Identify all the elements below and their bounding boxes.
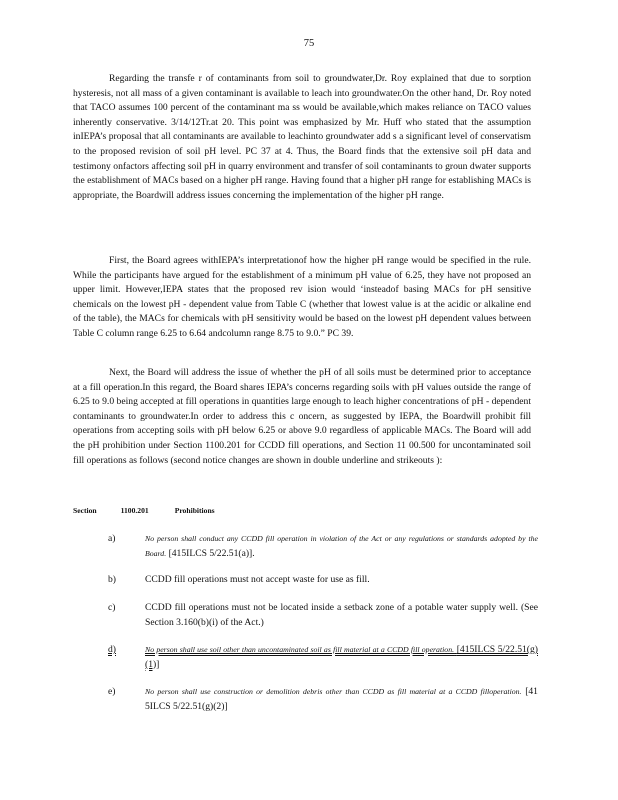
item-statute-text: No person shall use soil other than uncontaminated soil as fill material at a CCDD fill operation. [145, 645, 455, 654]
paragraph-ph-range-specification: First, the Board agrees withIEPA’s interpretationof how the higher pH range would be specified in the rule. While the participants have argued for the establishment of a minimum pH value of 6.25, they have not proposed an upper limit. However,IEPA states that the proposed rev ision would ‘insteadof basing MACs for pH sensitive chemicals on the lowest pH - dependent value from Table C (whether that lowest value is at the acidic or alkaline end of the table), the MACs for chemicals with pH sensitivity would be based on the lowest pH dependent values between Table C column range 6.25 to 6.64 andcolumn range 8.75 to 9.0.” PC 39. [73, 255, 531, 339]
list-item-a [108, 532, 538, 561]
item-statute-text: No person shall use construction or demolition debris other than CCDD as fill material at a CCDD filloperation. [145, 687, 522, 696]
item-label: a) [108, 533, 116, 544]
item-label: b) [108, 574, 116, 585]
section-label: Section [73, 506, 97, 515]
item-statute-text: No person shall conduct any CCDD fill operation in violation of the Act or any regulations or standards adopted by the Board. [145, 534, 538, 558]
item-citation: [415ILCS 5/22.51(g)(1)] [145, 644, 538, 670]
list-item-c [108, 601, 538, 630]
paragraph-taco-conservatism: Regarding the transfe r of contaminants from soil to groundwater,Dr. Roy explained that due to sorption hysteresis, not all mass of a given contaminant is available to leach into groundwater.On the other hand, Dr. Roy noted that TACO assumes 100 percent of the contaminant ma ss would be available,which makes reliance on TACO values inherently conservative. 3/14/12Tr.at 20. This point was emphasized by Mr. Huff who stated that the assumption inIEPA’s proposal that all contaminants are available to leachinto groundwater add s a significant level of conservatism to the proposed revision of soil pH level. PC 37 at 4. Thus, the Board finds that the extensive soil pH data and testimony onfactors affecting soil pH in quarry environment and transfer of soil contaminants to groun dwater supports the establishment of MACs based on a higher pH range. Having found that a higher pH range for establishing MACs is appropriate, the Boardwill address issues concerning the implementation of the higher pH range. [73, 73, 531, 201]
list-item-d [108, 643, 538, 672]
item-text: CCDD fill operations must not accept waste for use as fill. [145, 574, 370, 585]
list-item-e [108, 685, 538, 714]
item-text: CCDD fill operations must not be located inside a setback zone of a potable water supply well. (See Section 3.160(b)(i) of the Act.) [145, 602, 538, 628]
section-title: Prohibitions [174, 506, 215, 515]
page-number: 75 [303, 38, 315, 49]
item-label: d) [108, 644, 116, 655]
paragraph-ph-prohibition: Next, the Board will address the issue of whether the pH of all soils must be determined prior to acceptance at a fill operation.In this regard, the Board shares IEPA’s concerns regarding soils with pH values outside the range of 6.25 to 9.0 being accepted at fill operations in quantities large enough to leach higher concentrations of pH - dependent contaminants to groundwater.In order to address this c oncern, as suggested by IEPA, the Boardwill prohibit fill operations from accepting soils with pH below 6.25 or above 9.0 regardless of applicable MACs. The Board will add the pH prohibition under Section 1100.201 for CCDD fill operations, and Section 11 00.500 for uncontaminated soil fill operations as follows (second notice changes are shown in double underline and strikeouts ): [73, 367, 531, 466]
item-citation: [41 5ILCS 5/22.51(g)(2)] [145, 686, 538, 712]
item-label: c) [108, 602, 116, 613]
item-citation: [415ILCS 5/22.51(a)]. [168, 547, 255, 559]
section-number: 1100.201 [120, 506, 149, 515]
list-item-b [108, 573, 538, 588]
section-heading [73, 506, 215, 515]
item-label: e) [108, 686, 116, 697]
